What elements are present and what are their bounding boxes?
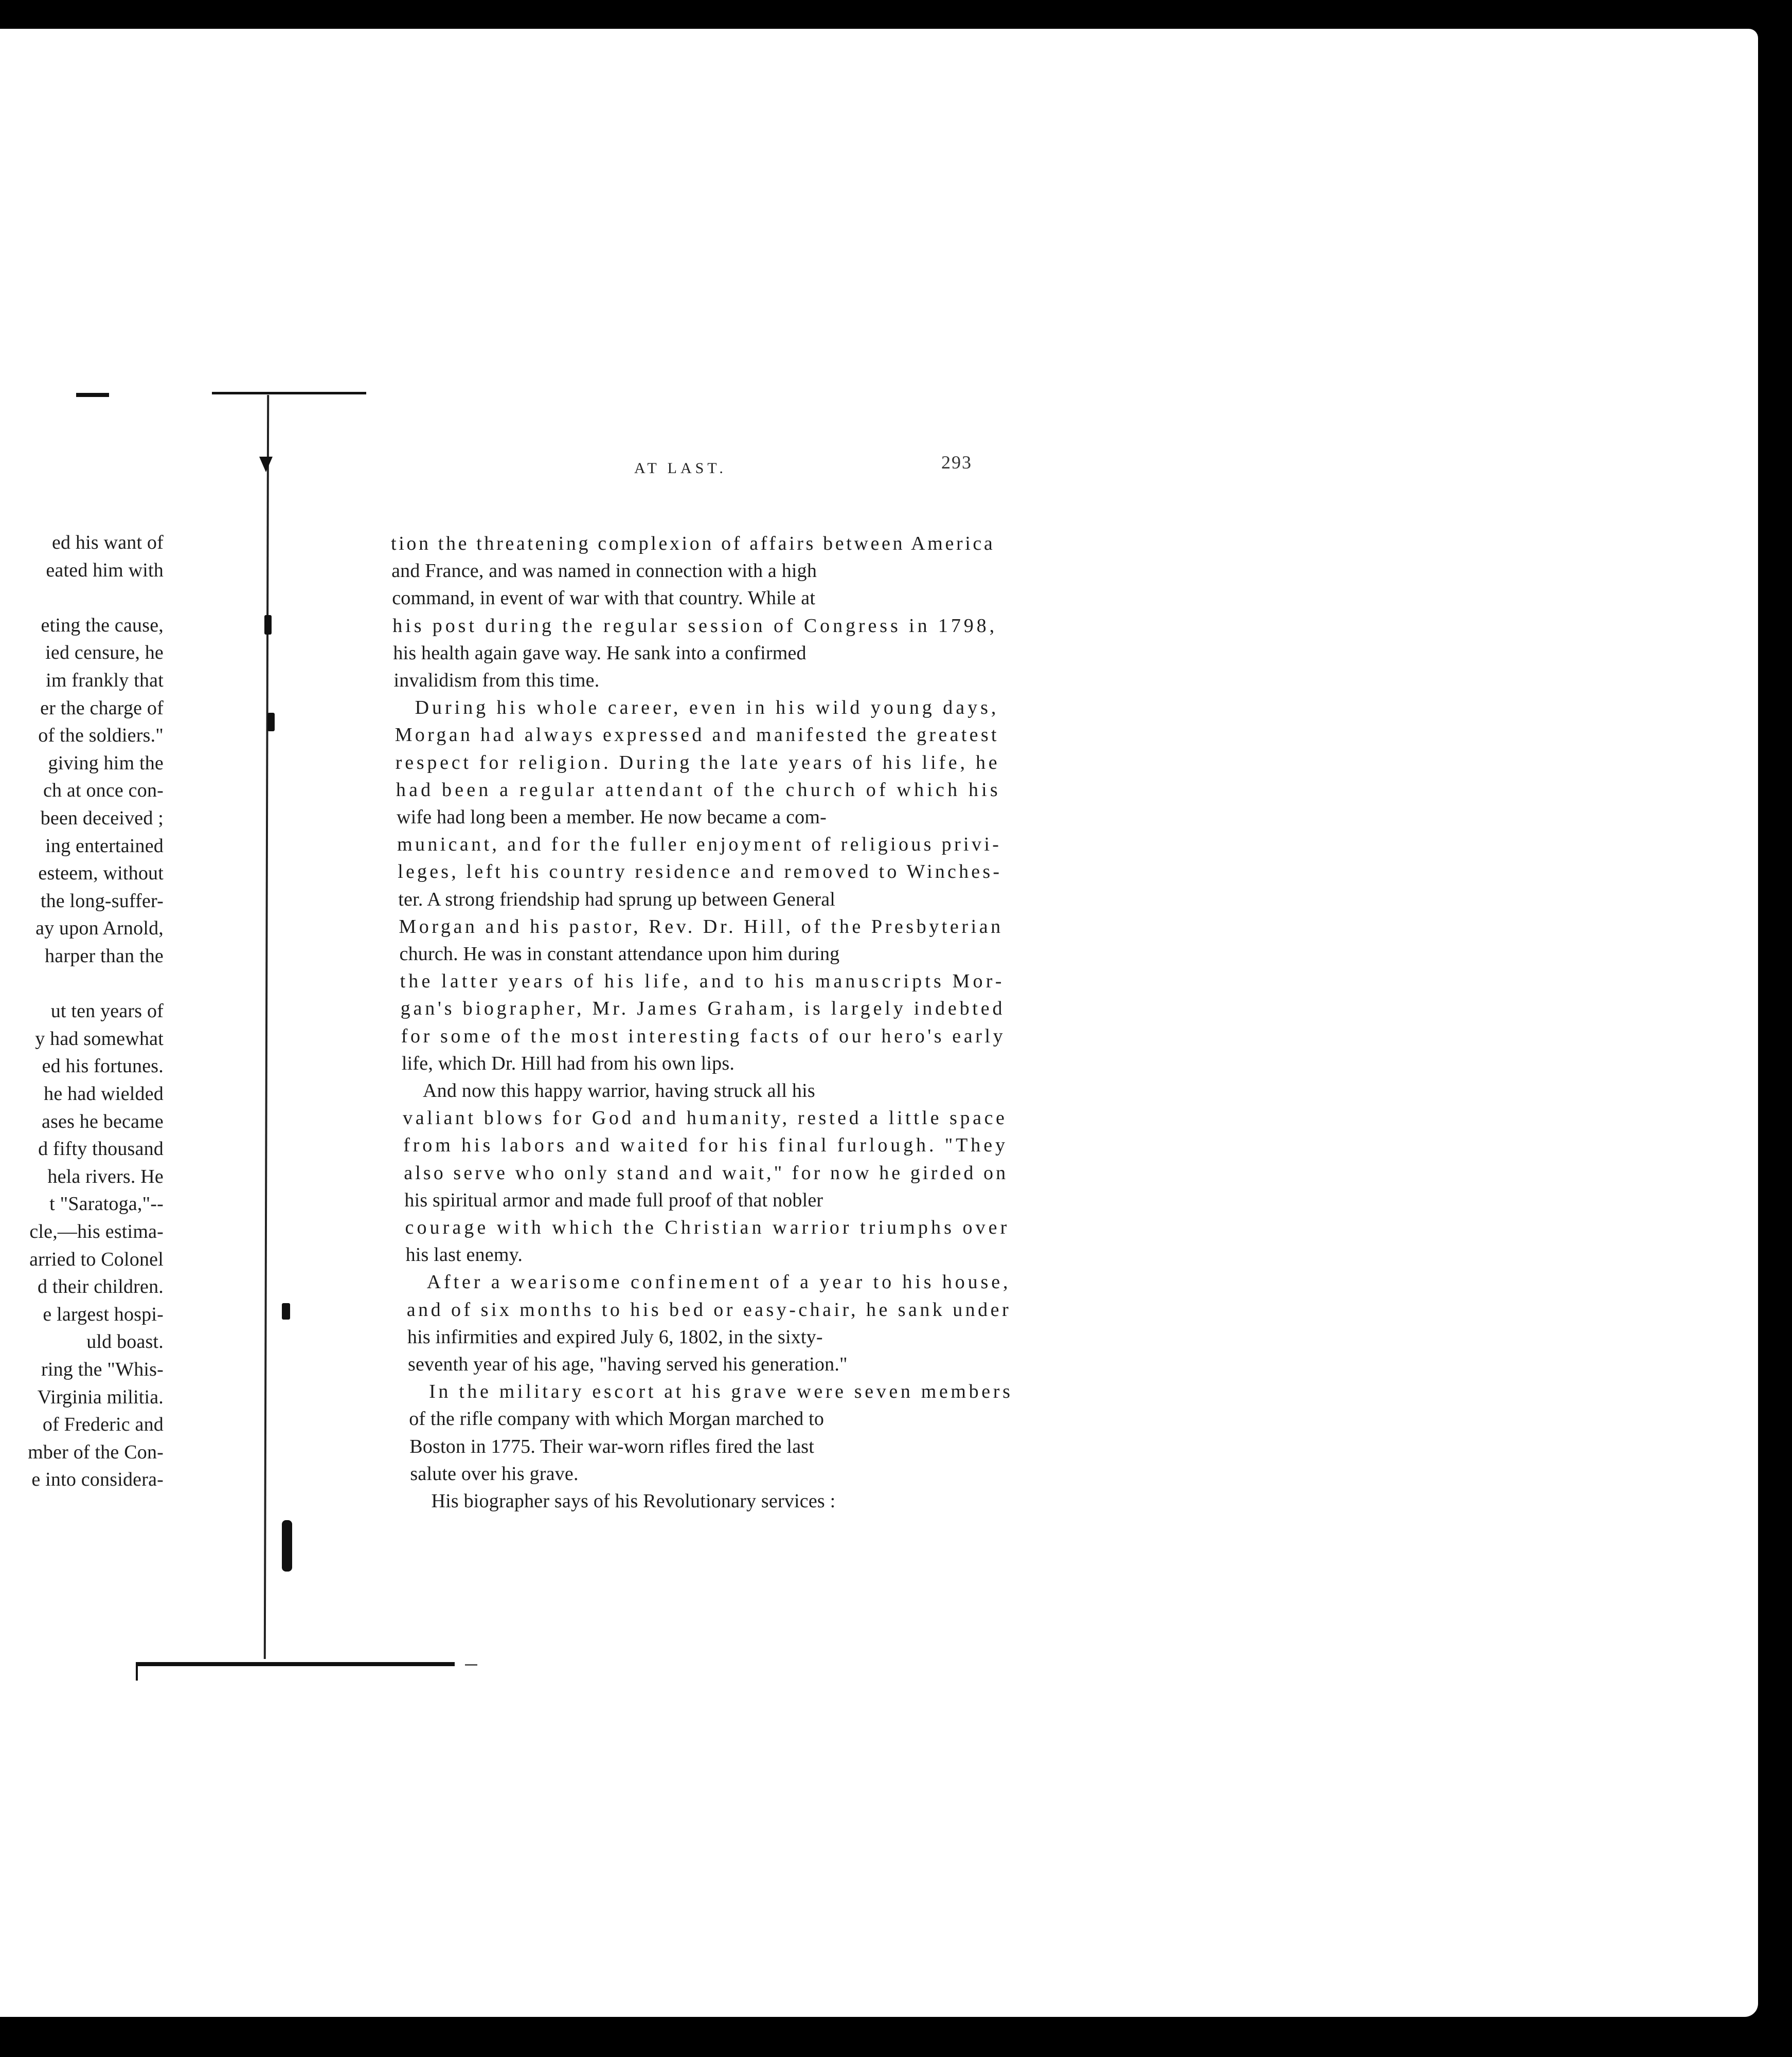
right-column-line: his health again gave way. He sank into a confirmed	[393, 642, 807, 664]
left-column-line: ing entertained	[45, 835, 164, 857]
right-column-line: his post during the regular session of Congress in 1798,	[392, 615, 998, 637]
right-column-line: tion the threatening complexion of affairs between America	[391, 533, 995, 554]
bottom-gutter-tick	[136, 1662, 138, 1681]
left-column-line: ch at once con-	[43, 780, 164, 802]
right-column-line: command, in event of war with that country. While at	[392, 587, 816, 609]
right-column-line: his infirmities and expired July 6, 1802, in the sixty-	[407, 1326, 823, 1348]
left-column-line: d fifty thousand	[38, 1138, 164, 1160]
left-column-line: he had wielded	[44, 1083, 164, 1105]
left-column-line: y had somewhat	[35, 1027, 164, 1050]
right-column-line: In the military escort at his grave were seven members	[429, 1381, 1013, 1403]
right-column-line: After a wearisome confinement of a year to his house,	[426, 1271, 1011, 1293]
left-column-line: been deceived ;	[40, 807, 164, 829]
right-column-line: his last enemy.	[405, 1244, 523, 1266]
gutter-clasp-lower	[282, 1303, 290, 1320]
right-column-line: wife had long been a member. He now became a com-	[397, 806, 827, 828]
left-column-line: ied censure, he	[45, 642, 164, 664]
page-number: 293	[941, 452, 972, 473]
right-column-line: the latter years of his life, and to his manuscripts Mor-	[400, 970, 1005, 993]
right-column-line: invalidism from this time.	[393, 670, 600, 691]
left-column-line: hela rivers. He	[47, 1165, 164, 1187]
left-column-line: Virginia militia.	[37, 1386, 164, 1408]
top-gutter-rule	[212, 392, 366, 394]
book-page	[0, 29, 1758, 2017]
gutter-line	[264, 395, 269, 1659]
gutter-clasp-middle	[267, 713, 275, 731]
left-column-line: of Frederic and	[42, 1414, 164, 1436]
left-column-line: uld boast.	[86, 1331, 164, 1353]
right-column-line: had been a regular attendant of the church of which his	[396, 779, 1001, 801]
right-column-line: And now this happy warrior, having struck all his	[423, 1080, 815, 1102]
right-column-line: courage with which the Christian warrior triumphs over	[405, 1217, 1010, 1238]
right-column-line: life, which Dr. Hill had from his own lips.	[401, 1052, 735, 1074]
right-column-line: leges, left his country residence and removed to Winches-	[398, 861, 1002, 883]
left-column-line: e largest hospi-	[43, 1303, 164, 1325]
bottom-rule-dash	[465, 1664, 477, 1666]
bottom-gutter-rule	[136, 1662, 455, 1666]
right-column-line: for some of the most interesting facts of our hero's early	[401, 1025, 1006, 1047]
left-column-line: ring the "Whis-	[41, 1359, 164, 1380]
left-column-line: arried to Colonel	[29, 1248, 164, 1270]
left-column-line: im frankly that	[46, 670, 164, 691]
left-column-line: t "Saratoga,"--	[49, 1193, 164, 1215]
left-column-line: mber of the Con-	[28, 1441, 164, 1463]
right-column-line: of the rifle company with which Morgan marched to	[409, 1408, 825, 1430]
left-column-line: esteem, without	[38, 862, 164, 885]
left-column-line: ed his fortunes.	[42, 1055, 164, 1077]
left-column-line: ases he became	[42, 1110, 164, 1132]
right-column-line: seventh year of his age, "having served his generation."	[408, 1354, 848, 1375]
right-column-line: and of six months to his bed or easy-chair, he sank under	[406, 1298, 1012, 1321]
right-column-line: his spiritual armor and made full proof of that nobler	[404, 1189, 823, 1211]
left-column-line: ut ten years of	[50, 1000, 164, 1022]
running-head: AT LAST.	[634, 460, 727, 477]
gutter-clasp-bottom	[282, 1520, 292, 1572]
gutter-clasp-upper	[264, 615, 272, 635]
right-column-line: During his whole career, even in his wild young days,	[415, 697, 999, 719]
left-column-line: the long-suffer-	[40, 890, 164, 912]
left-column-line: harper than the	[45, 945, 164, 967]
left-column-line: d their children.	[37, 1276, 164, 1298]
left-column-line: eated him with	[46, 559, 164, 581]
right-column-line: also serve who only stand and wait," for now he girded on	[404, 1162, 1009, 1184]
right-column-line: and France, and was named in connection with a high	[391, 560, 817, 582]
right-column-line: municant, and for the fuller enjoyment of religious privi-	[397, 834, 1002, 856]
right-column-line: church. He was in constant attendance upon him during	[399, 943, 840, 965]
left-column-line: eting the cause,	[41, 614, 164, 636]
right-column-line: ter. A strong friendship had sprung up between General	[398, 888, 836, 910]
right-column-line: His biographer says of his Revolutionary services :	[431, 1490, 836, 1512]
left-column-line: ed his want of	[51, 532, 164, 553]
right-column-line: respect for religion. During the late years of his life, he	[395, 751, 1000, 773]
right-column-line: salute over his grave.	[410, 1463, 579, 1485]
right-column-line: Morgan had always expressed and manifested the greatest	[395, 724, 999, 746]
right-column-line: gan's biographer, Mr. James Graham, is largely indebted	[400, 998, 1006, 1020]
gutter-clasp-top	[259, 457, 273, 472]
right-column-line: Morgan and his pastor, Rev. Dr. Hill, of the Presbyterian	[399, 915, 1003, 937]
right-column-line: from his labors and waited for his final furlough. "They	[403, 1134, 1008, 1157]
left-column-line: ay upon Arnold,	[35, 917, 164, 940]
right-column-line: valiant blows for God and humanity, rested a little space	[403, 1107, 1008, 1129]
top-left-rule	[76, 393, 109, 397]
left-column-line: giving him the	[48, 752, 164, 774]
left-column-line: cle,—his estima-	[29, 1221, 164, 1242]
right-column-line: Boston in 1775. Their war-worn rifles fired the last	[409, 1435, 815, 1457]
left-column-line: of the soldiers."	[38, 725, 164, 747]
left-column-line: e into considera-	[31, 1469, 164, 1491]
left-column-line: er the charge of	[40, 697, 164, 719]
